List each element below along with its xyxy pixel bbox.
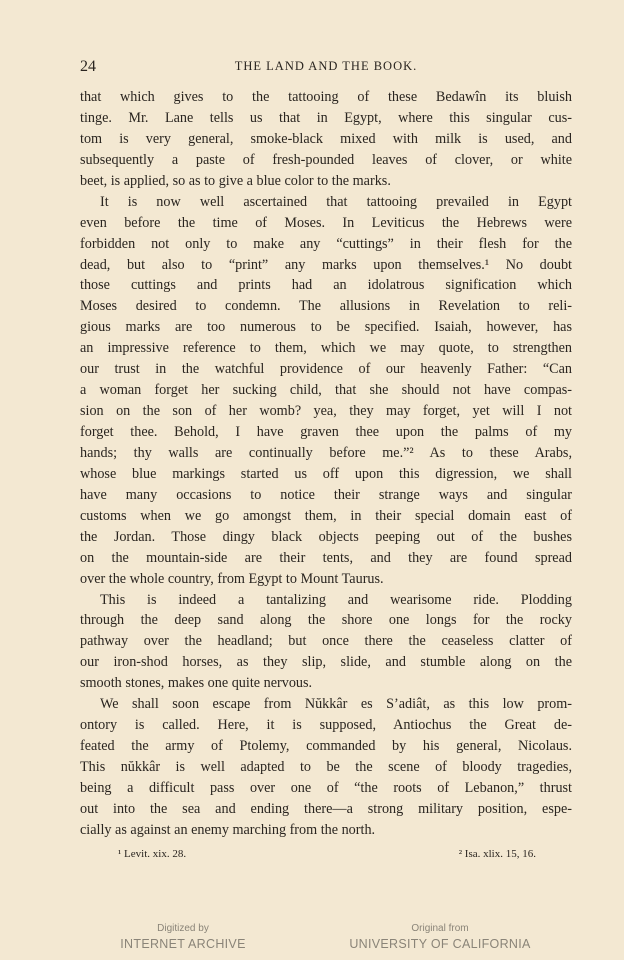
footnote-2: ² Isa. xlix. 15, 16. xyxy=(458,848,536,860)
text-line: feated the army of Ptolemy, commanded by his general, Nicolaus. xyxy=(80,738,572,755)
university-label: UNIVERSITY OF CALIFORNIA xyxy=(349,937,531,951)
body-text xyxy=(80,87,572,841)
internet-archive-label: INTERNET ARCHIVE xyxy=(120,937,246,951)
text-line: hands; thy walls are continually before me.”² As to these Arabs, xyxy=(80,444,572,461)
text-line: our trust in the watchful providence of our heavenly Father: “Can xyxy=(80,361,572,378)
text-line: being a difficult pass over one of “the roots of Lebanon,” thrust xyxy=(80,779,572,796)
text-line: ontory is called. Here, it is supposed, Antiochus the Great de- xyxy=(80,717,572,734)
text-line: sion on the son of her womb? yea, they may forget, yet will I not xyxy=(80,403,572,420)
text-line: Moses desired to condemn. The allusions in Revelation to reli- xyxy=(80,298,572,315)
footnotes xyxy=(80,848,572,866)
digitized-by-credit xyxy=(108,922,258,952)
text-line: over the whole country, from Egypt to Mount Taurus. xyxy=(80,570,384,587)
text-line: those cuttings and prints had an idolatrous signification which xyxy=(80,277,572,294)
text-line: have many occasions to notice their strange ways and singular xyxy=(80,486,572,503)
text-line: subsequently a paste of fresh-pounded leaves of clover, or white xyxy=(80,151,572,168)
text-line: We shall soon escape from Nŭkkâr es S’adiât, as this low prom- xyxy=(100,696,572,713)
page-number: 24 xyxy=(80,58,96,75)
text-line: This is indeed a tantalizing and wearisome ride. Plodding xyxy=(100,591,572,608)
text-line: a woman forget her sucking child, that she should not have compas- xyxy=(80,382,572,399)
digitized-by-label: Digitized by xyxy=(157,923,209,934)
text-line: cially as against an enemy marching from the north. xyxy=(80,821,376,838)
text-line: smooth stones, makes one quite nervous. xyxy=(80,675,313,692)
text-line: on the mountain-side are their tents, and they are found spread xyxy=(80,549,572,566)
text-line: gious marks are too numerous to be specified. Isaiah, however, has xyxy=(80,319,572,336)
page-header xyxy=(80,58,572,78)
text-line: out into the sea and ending there—a strong military position, espe- xyxy=(80,800,572,817)
text-line: whose blue markings started us off upon this digression, we shall xyxy=(80,465,572,482)
text-line: forget thee. Behold, I have graven thee upon the palms of my xyxy=(80,424,572,440)
text-line: through the deep sand along the shore one longs for the rocky xyxy=(80,612,572,629)
text-line: that which gives to the tattooing of these Bedawîn its bluish xyxy=(80,89,572,105)
original-from-credit xyxy=(340,922,540,952)
text-line: It is now well ascertained that tattooing prevailed in Egypt xyxy=(100,193,572,210)
text-line: even before the time of Moses. In Leviticus the Hebrews were xyxy=(80,214,572,231)
digitization-footer xyxy=(0,922,624,958)
original-from-label: Original from xyxy=(411,923,469,934)
text-line: This nŭkkâr is well adapted to be the scene of bloody tragedies, xyxy=(80,759,572,775)
text-line: forbidden not only to make any “cuttings” in their flesh for the xyxy=(80,235,572,252)
running-title: THE LAND AND THE BOOK. xyxy=(234,59,418,73)
text-line: tom is very general, smoke-black mixed with milk is used, and xyxy=(80,130,572,147)
text-line: our iron-shod horses, as they slip, slide, and stumble along on the xyxy=(80,654,572,671)
text-line: tinge. Mr. Lane tells us that in Egypt, where this singular cus- xyxy=(80,109,572,126)
footnote-1: ¹ Levit. xix. 28. xyxy=(118,848,187,860)
text-line: dead, but also to “print” any marks upon themselves.¹ No doubt xyxy=(80,256,572,273)
text-line: customs when we go amongst them, in their special domain east of xyxy=(80,507,572,524)
text-line: an impressive reference to them, which we may quote, to strengthen xyxy=(80,340,572,357)
text-line: beet, is applied, so as to give a blue color to the marks. xyxy=(80,172,391,189)
text-line: the Jordan. Those dingy black objects peeping out of the bushes xyxy=(80,528,572,545)
text-line: pathway over the headland; but once there the ceaseless clatter of xyxy=(80,633,572,650)
